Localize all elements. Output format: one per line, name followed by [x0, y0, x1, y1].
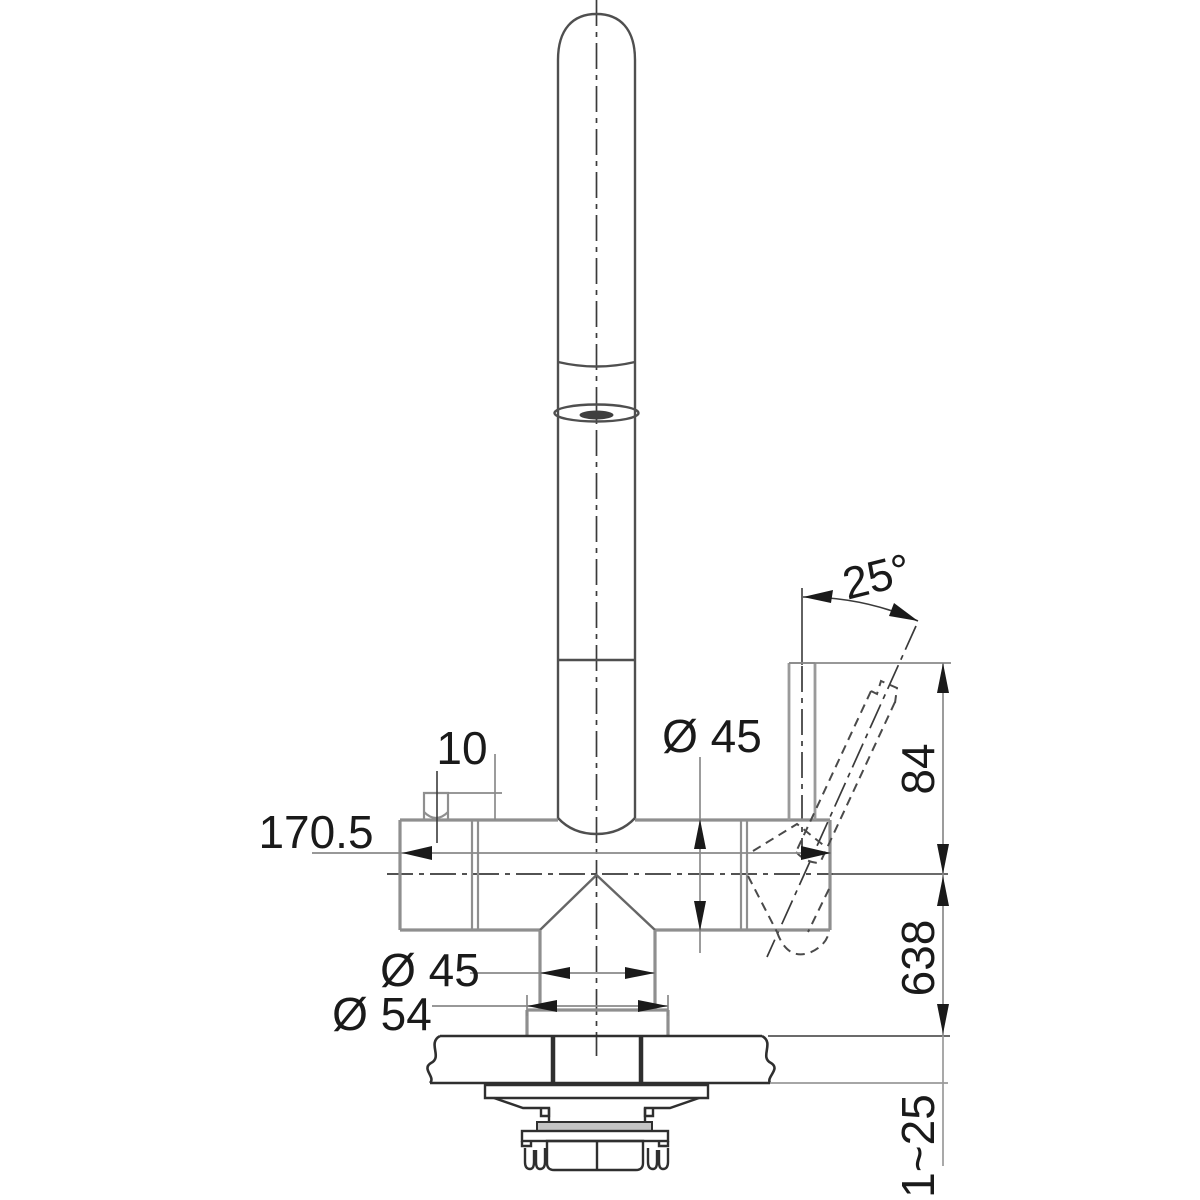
handle-height-label: 84: [892, 743, 944, 795]
handle-height-arrow-down: [937, 844, 949, 874]
angle-arrow-right: [889, 603, 918, 621]
body-length-label: 170.5: [258, 806, 374, 858]
body-length-arrow-left: [402, 846, 432, 860]
dimension-flange-diameter: [332, 988, 668, 1040]
countertop: [427, 1036, 774, 1085]
stud-end-left: [525, 1148, 545, 1169]
body-seam-right: [741, 820, 747, 930]
neck-diameter-arrow-right: [625, 967, 655, 979]
washer-bent-tab-right: [645, 1098, 699, 1116]
dimension-tab-width: [436, 722, 502, 843]
body-chamfer-lines: [540, 875, 655, 930]
spout-diameter-arrow-down: [694, 901, 706, 931]
mounting-nut-body: [547, 1141, 643, 1170]
mechanism-hidden-line-left: [748, 876, 777, 932]
body-seam-left: [472, 820, 478, 930]
deck-break-line-right: [762, 1036, 775, 1083]
dimension-body-length: [258, 806, 831, 860]
handle-height-arrow-up: [937, 663, 949, 693]
shank-below-washer: [549, 1108, 645, 1122]
cartridge-dome-hidden-line: [753, 824, 827, 851]
spout-diameter-arrow-up: [694, 819, 706, 849]
washer-bent-tab-left: [494, 1098, 549, 1116]
deck-thickness-label: 1~25: [892, 1094, 944, 1198]
angle-arrow-left: [803, 590, 833, 603]
handle-tilted-dashed: [748, 681, 897, 954]
handle-swing-arc-below-body: [777, 932, 829, 954]
spout-height-arrow-down: [937, 1004, 949, 1034]
nut-flange: [522, 1131, 668, 1141]
base: [527, 930, 668, 1036]
spout-height-label: 638: [892, 919, 944, 997]
handle-angle-label: 25°: [837, 543, 916, 610]
tab-width-label: 10: [436, 722, 488, 774]
nut-washer-ring: [537, 1122, 652, 1131]
dimension-handle-angle: [802, 543, 918, 665]
neck-diameter-arrow-left: [540, 967, 570, 979]
deck-break-line-left: [427, 1036, 440, 1083]
tilted-handle-left-edge: [796, 691, 871, 852]
mechanism-hidden-line-right: [808, 889, 829, 932]
mounting-hardware: [485, 1085, 708, 1170]
neck-diameter-label: Ø 45: [380, 944, 480, 996]
mounting-washer-plate: [485, 1085, 708, 1098]
spout-height-arrow-up: [937, 876, 949, 906]
side-tab-bottom-curve: [424, 812, 448, 818]
tilted-handle-tip-notch: [871, 681, 897, 703]
flange-sides: [527, 1010, 668, 1036]
flange-diameter-label: Ø 54: [332, 988, 432, 1040]
tilted-handle-right-edge: [820, 702, 895, 863]
body-length-arrow-right: [801, 846, 831, 860]
spout-diameter-label: Ø 45: [662, 710, 762, 762]
spout-outlet-hole: [580, 411, 614, 420]
stud-end-right: [648, 1148, 668, 1169]
centerlines: [387, 0, 916, 1056]
